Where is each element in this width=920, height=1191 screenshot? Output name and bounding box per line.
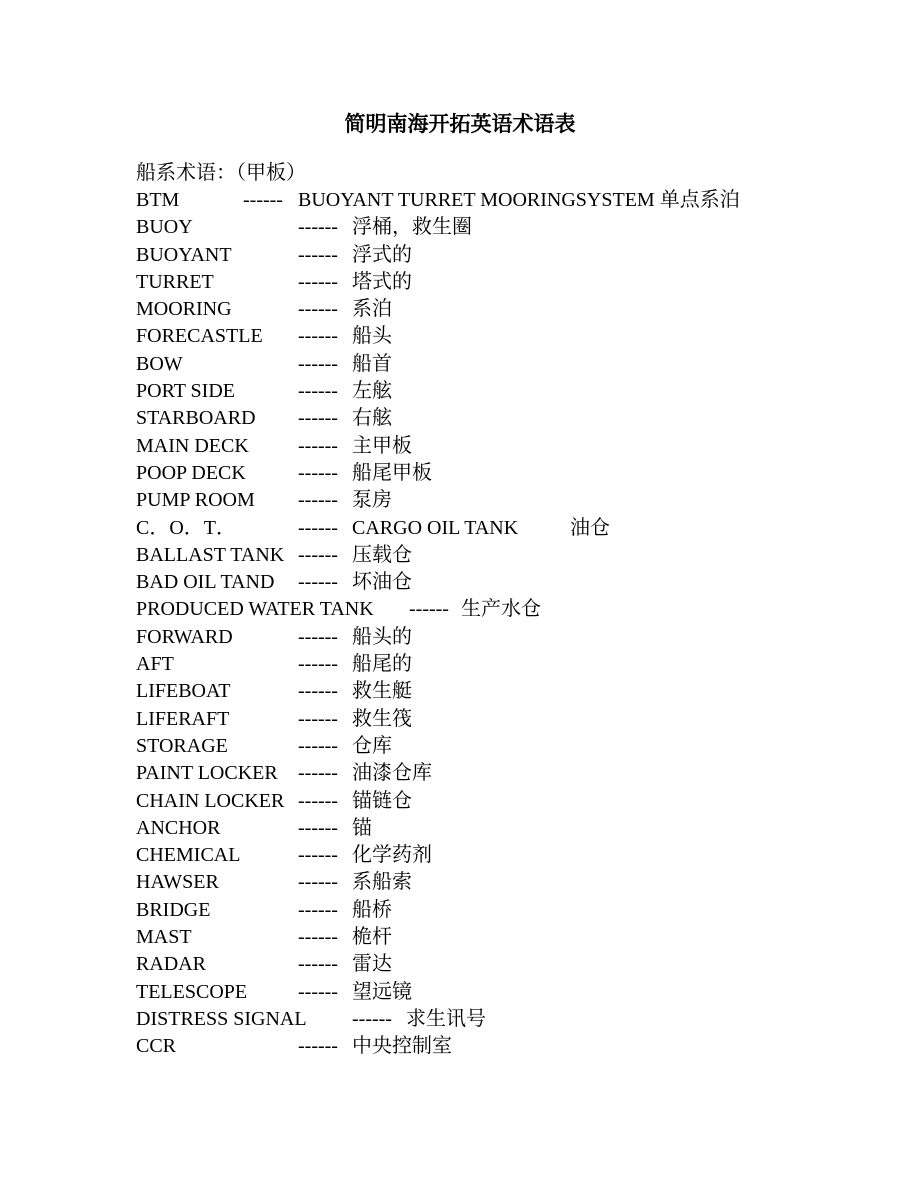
glossary-entry bbox=[136, 842, 896, 869]
entry-translation: 中央控制室 bbox=[352, 1035, 452, 1058]
entry-term: HAWSER bbox=[136, 871, 219, 894]
entry-translation: 泵房 bbox=[352, 489, 392, 512]
entry-term: BUOY bbox=[136, 216, 193, 239]
entry-translation: 塔式的 bbox=[352, 270, 412, 293]
entry-separator: ------ bbox=[298, 298, 338, 321]
glossary-entry bbox=[136, 269, 896, 296]
entry-term: MAIN DECK bbox=[136, 434, 249, 457]
entry-separator: ------ bbox=[298, 516, 338, 539]
glossary-entry bbox=[136, 405, 896, 432]
glossary-entry bbox=[136, 951, 896, 978]
glossary-entry bbox=[136, 296, 896, 323]
entry-separator: ------ bbox=[298, 653, 338, 676]
entry-separator: ------ bbox=[298, 434, 338, 457]
entry-term: MAST bbox=[136, 926, 192, 949]
entry-term: BTM bbox=[136, 189, 180, 211]
glossary-entry bbox=[136, 433, 896, 460]
glossary-entry bbox=[136, 815, 896, 842]
entry-translation: 压载仓 bbox=[352, 543, 412, 566]
entry-term: FORWARD bbox=[136, 625, 233, 648]
entry-separator: ------ bbox=[298, 243, 338, 266]
entry-separator: ------ bbox=[298, 625, 338, 648]
entry-separator: ------ bbox=[298, 489, 338, 512]
entry-translation: 浮桶，救生圈 bbox=[352, 216, 472, 239]
entry-separator: ------ bbox=[409, 598, 449, 621]
entry-separator: ------ bbox=[298, 325, 338, 348]
entry-separator: ------ bbox=[298, 762, 338, 785]
entry-translation: 油漆仓库 bbox=[352, 762, 432, 785]
entry-translation: 桅杆 bbox=[352, 926, 392, 949]
entry-separator: ------ bbox=[298, 270, 338, 293]
entry-translation: 右舷 bbox=[352, 407, 392, 430]
entry-translation: CARGO OIL TANK bbox=[352, 516, 519, 539]
entry-separator: ------ bbox=[298, 571, 338, 594]
glossary-entry bbox=[136, 733, 896, 760]
glossary-entry bbox=[136, 460, 896, 487]
entry-term: BAD OIL TAND bbox=[136, 571, 275, 594]
entry-term: DISTRESS SIGNAL bbox=[136, 1007, 307, 1030]
entry-separator: ------ bbox=[298, 380, 338, 403]
glossary-entry bbox=[136, 596, 896, 623]
entry-separator: ------ bbox=[298, 816, 338, 839]
entry-term: BUOYANT bbox=[136, 243, 232, 266]
entry-separator: ------ bbox=[298, 898, 338, 921]
entry-term: STARBOARD bbox=[136, 407, 256, 430]
entry-translation: 救生筏 bbox=[352, 707, 412, 730]
entry-translation: 船头 bbox=[352, 325, 392, 348]
entry-separator: ------ bbox=[243, 189, 283, 211]
entry-translation: 系泊 bbox=[352, 298, 392, 321]
entry-translation: 锚 bbox=[352, 816, 372, 839]
entry-translation: 船尾甲板 bbox=[352, 461, 432, 484]
entry-translation: 船尾的 bbox=[352, 653, 412, 676]
entry-separator: ------ bbox=[298, 871, 338, 894]
entry-separator: ------ bbox=[298, 216, 338, 239]
glossary-list bbox=[136, 187, 896, 1061]
entry-separator: ------ bbox=[298, 680, 338, 703]
glossary-entry bbox=[136, 542, 896, 569]
entry-translation: 浮式的 bbox=[352, 243, 412, 266]
entry-term: STORAGE bbox=[136, 734, 228, 757]
entry-separator: ------ bbox=[298, 707, 338, 730]
entry-separator: ------ bbox=[352, 1007, 392, 1030]
entry-term: BALLAST TANK bbox=[136, 543, 285, 566]
entry-term: TELESCOPE bbox=[136, 980, 248, 1003]
entry-translation-extra: 油仓 bbox=[570, 516, 610, 539]
entry-translation: 雷达 bbox=[352, 953, 392, 976]
entry-term: CHEMICAL bbox=[136, 844, 241, 867]
entry-translation: 船头的 bbox=[352, 625, 412, 648]
glossary-entry bbox=[136, 897, 896, 924]
entry-translation: 坏油仓 bbox=[352, 571, 412, 594]
entry-separator: ------ bbox=[298, 953, 338, 976]
glossary-entry bbox=[136, 869, 896, 896]
entry-term: C．O．T． bbox=[136, 516, 236, 539]
entry-separator: ------ bbox=[298, 461, 338, 484]
glossary-entry bbox=[136, 760, 896, 787]
entry-separator: ------ bbox=[298, 1035, 338, 1058]
entry-separator: ------ bbox=[298, 734, 338, 757]
glossary-entry bbox=[136, 214, 896, 241]
entry-term: MOORING bbox=[136, 298, 232, 321]
glossary-entry bbox=[136, 1006, 896, 1033]
entry-translation: 生产水仓 bbox=[461, 598, 541, 621]
glossary-entry bbox=[136, 651, 896, 678]
entry-separator: ------ bbox=[298, 543, 338, 566]
entry-term: PUMP ROOM bbox=[136, 489, 255, 512]
entry-translation: 仓库 bbox=[352, 734, 392, 757]
glossary-entry bbox=[136, 569, 896, 596]
entry-term: CCR bbox=[136, 1035, 177, 1058]
entry-separator: ------ bbox=[298, 352, 338, 375]
section-heading: 船系术语：（甲板） bbox=[136, 162, 306, 184]
entry-term: RADAR bbox=[136, 953, 207, 976]
glossary-entry bbox=[136, 515, 896, 542]
glossary-entry bbox=[136, 323, 896, 350]
entry-term: BOW bbox=[136, 352, 183, 375]
entry-term: ANCHOR bbox=[136, 816, 221, 839]
entry-translation: 化学药剂 bbox=[352, 844, 432, 867]
entry-translation: 求生讯号 bbox=[406, 1007, 486, 1030]
glossary-entry bbox=[136, 788, 896, 815]
glossary-entry bbox=[136, 1033, 896, 1060]
glossary-entry bbox=[136, 678, 896, 705]
entry-translation: 船桥 bbox=[352, 898, 392, 921]
entry-separator: ------ bbox=[298, 980, 338, 1003]
entry-term: PAINT LOCKER bbox=[136, 762, 278, 785]
entry-term: LIFEBOAT bbox=[136, 680, 231, 703]
glossary-entry bbox=[136, 351, 896, 378]
glossary-entry bbox=[136, 979, 896, 1006]
entry-translation: 船首 bbox=[352, 352, 392, 375]
glossary-entry bbox=[136, 187, 896, 214]
entry-term: PORT SIDE bbox=[136, 380, 236, 403]
glossary-entry bbox=[136, 706, 896, 733]
entry-term: AFT bbox=[136, 653, 174, 676]
entry-term: BRIDGE bbox=[136, 898, 211, 921]
entry-term: TURRET bbox=[136, 270, 214, 293]
entry-translation: 救生艇 bbox=[352, 680, 412, 703]
glossary-entry bbox=[136, 242, 896, 269]
entry-separator: ------ bbox=[298, 844, 338, 867]
entry-translation: 系船索 bbox=[352, 871, 412, 894]
glossary-entry bbox=[136, 378, 896, 405]
entry-term: CHAIN LOCKER bbox=[136, 789, 285, 812]
entry-term: POOP DECK bbox=[136, 461, 246, 484]
entry-translation: 左舷 bbox=[352, 380, 392, 403]
page-title: 简明南海开拓英语术语表 bbox=[344, 112, 576, 136]
glossary-entry bbox=[136, 624, 896, 651]
entry-term: PRODUCED WATER TANK bbox=[136, 598, 374, 621]
entry-translation: 望远镜 bbox=[352, 980, 412, 1003]
entry-translation: 主甲板 bbox=[352, 434, 412, 457]
glossary-entry bbox=[136, 487, 896, 514]
entry-term: LIFERAFT bbox=[136, 707, 230, 730]
entry-translation: 锚链仓 bbox=[352, 789, 412, 812]
entry-translation: BUOYANT TURRET MOORINGSYSTEM 单点系泊 bbox=[298, 189, 740, 211]
glossary-entry bbox=[136, 924, 896, 951]
entry-term: FORECASTLE bbox=[136, 325, 263, 348]
entry-separator: ------ bbox=[298, 789, 338, 812]
entry-separator: ------ bbox=[298, 407, 338, 430]
entry-separator: ------ bbox=[298, 926, 338, 949]
